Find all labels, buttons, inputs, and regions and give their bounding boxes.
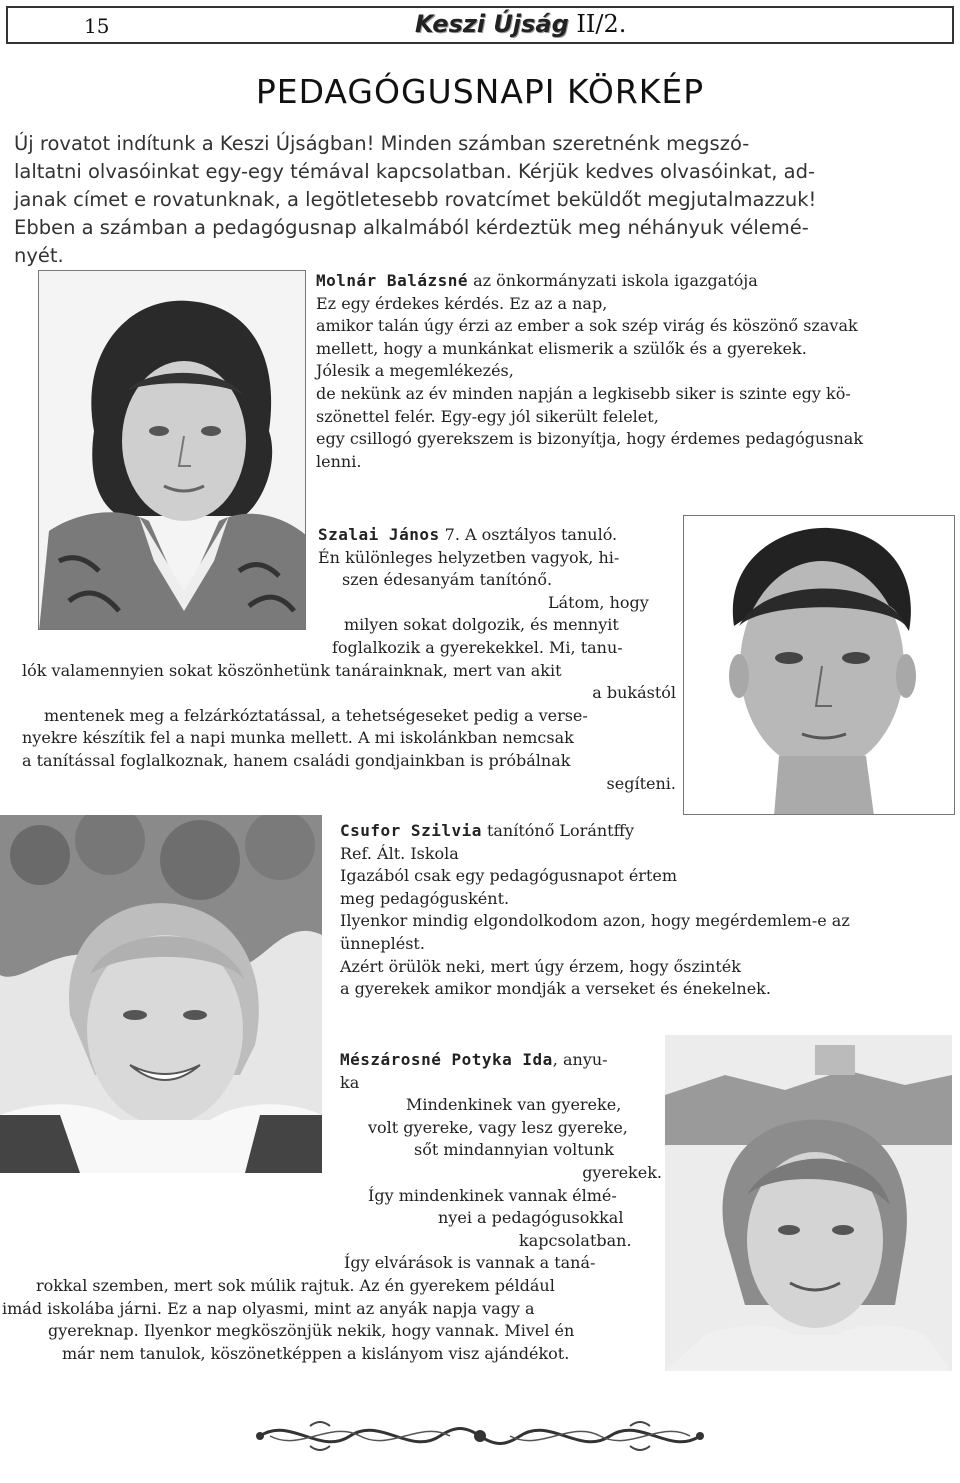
portrait-photo-meszaros xyxy=(665,1035,952,1371)
answer-line: Látom, hogy xyxy=(548,592,649,612)
interview-csufor xyxy=(340,820,950,1001)
answer-line: a tanítással foglalkoznak, hanem családi gondjainkban is próbálnak xyxy=(22,750,571,770)
person-role: az önkormányzati iskola igazgatója xyxy=(468,271,758,290)
intro-paragraph xyxy=(14,130,942,270)
person-role: tanítónő Lorántffy xyxy=(481,821,635,840)
answer-line: foglalkozik a gyerekekkel. Mi, tanu- xyxy=(332,637,623,657)
answer-line: mentenek meg a felzárkóztatással, a tehetségeseket pedig a verse- xyxy=(44,705,588,725)
answer-line: Így elvárások is vannak a taná- xyxy=(344,1253,596,1273)
interview-meszaros xyxy=(2,1049,662,1365)
answer-line: Így mindenkinek vannak élmé- xyxy=(368,1185,617,1205)
person-name: Szalai János xyxy=(318,525,440,544)
portrait-image xyxy=(665,1035,952,1371)
answer-line: amikor talán úgy érzi az ember a sok szép virág és köszönő szavak xyxy=(316,316,858,336)
intro-line: janak címet e rovatunknak, a legötletesebb rovatcímet beküldőt megjutalmazzuk! xyxy=(14,188,817,211)
decorative-ornament xyxy=(250,1412,710,1460)
page-title: PEDAGÓGUSNAPI KÖRKÉP xyxy=(255,72,705,111)
intro-line: Új rovatot indítunk a Keszi Újságban! Minden számban szeretnénk megszó- xyxy=(14,132,750,155)
answer-line: kapcsolatban. xyxy=(519,1230,632,1250)
intro-line: laltatni olvasóinkat egy-egy témával kapcsolatban. Kérjük kedves olvasóinkat, ad- xyxy=(14,160,816,183)
answer-line: milyen sokat dolgozik, és mennyit xyxy=(344,615,619,635)
answer-line: Én különleges helyzetben vagyok, hi- xyxy=(318,547,620,567)
magazine-title xyxy=(415,10,626,38)
page-number: 15 xyxy=(84,14,110,38)
answer-line: szen édesanyám tanítónő. xyxy=(342,570,553,590)
answer-line: de nekünk az év minden napján a legkisebb siker is szinte egy kö- xyxy=(316,383,851,403)
answer-line: volt gyereke, vagy lesz gyereke, xyxy=(368,1117,628,1137)
answer-line: sőt mindannyian voltunk xyxy=(414,1140,614,1160)
person-role: , anyu- xyxy=(552,1050,608,1069)
answer-line: meg pedagógusként. xyxy=(340,888,510,908)
answer-line: a gyerekek amikor mondják a verseket és énekelnek. xyxy=(340,979,771,999)
answer-line: lenni. xyxy=(316,451,362,471)
answer-line: nyei a pedagógusokkal xyxy=(438,1208,624,1228)
answer-line: ka xyxy=(340,1072,360,1092)
person-name: Molnár Balázsné xyxy=(316,271,468,290)
answer-line: gyerekek. xyxy=(582,1162,662,1182)
answer-line: mellett, hogy a munkánkat elismerik a szülők és a gyerekek. xyxy=(316,338,807,358)
answer-line: Ref. Ált. Iskola xyxy=(340,843,459,863)
answer-line: a bukástól xyxy=(592,683,676,703)
portrait-photo-szalai xyxy=(683,515,955,815)
person-name: Mészárosné Potyka Ida xyxy=(340,1050,553,1069)
answer-line: szönettel felér. Egy-egy jól sikerült felelet, xyxy=(316,406,659,426)
intro-line: nyét. xyxy=(14,244,64,267)
answer-line: már nem tanulok, köszönetképpen a kislányom visz ajándékot. xyxy=(62,1343,570,1363)
answer-line: nyekre készítik fel a napi munka mellett. A mi iskolánkban nemcsak xyxy=(22,728,574,748)
answer-line: Mindenkinek van gyereke, xyxy=(406,1095,622,1115)
person-name: Csufor Szilvia xyxy=(340,821,482,840)
issue-number: II/2. xyxy=(576,10,627,38)
answer-line: egy csillogó gyerekszem is bizonyítja, hogy érdemes pedagógusnak xyxy=(316,429,864,449)
answer-line: ünneplést. xyxy=(340,933,425,953)
answer-line: gyereknap. Ilyenkor megköszönjük nekik, hogy vannak. Mivel én xyxy=(48,1321,575,1341)
answer-line: Jólesik a megemlékezés, xyxy=(316,361,514,381)
interview-molnar xyxy=(316,270,946,473)
answer-line: rokkal szemben, mert sok múlik rajtuk. Az én gyerekem például xyxy=(36,1275,555,1295)
answer-line: segíteni. xyxy=(606,773,676,793)
answer-line: Igazából csak egy pedagógusnapot értem xyxy=(340,866,678,886)
interview-szalai xyxy=(22,524,676,795)
answer-line: lók valamennyien sokat köszönhetünk tanárainknak, mert van akit xyxy=(22,660,562,680)
answer-line: Azért örülök neki, mert úgy érzem, hogy őszinték xyxy=(340,956,741,976)
answer-line: Ilyenkor mindig elgondolkodom azon, hogy megérdemlem-e az xyxy=(340,911,850,931)
person-role: 7. A osztályos tanuló. xyxy=(439,525,618,544)
portrait-image xyxy=(684,516,955,815)
answer-line: imád iskolába járni. Ez a nap olyasmi, mint az anyák napja vagy a xyxy=(2,1298,535,1318)
answer-line: Ez egy érdekes kérdés. Ez az a nap, xyxy=(316,293,608,313)
magazine-name: Keszi Újság xyxy=(415,10,569,38)
intro-line: Ebben a számban a pedagógusnap alkalmából kérdeztük meg néhányuk vélemé- xyxy=(14,216,809,239)
